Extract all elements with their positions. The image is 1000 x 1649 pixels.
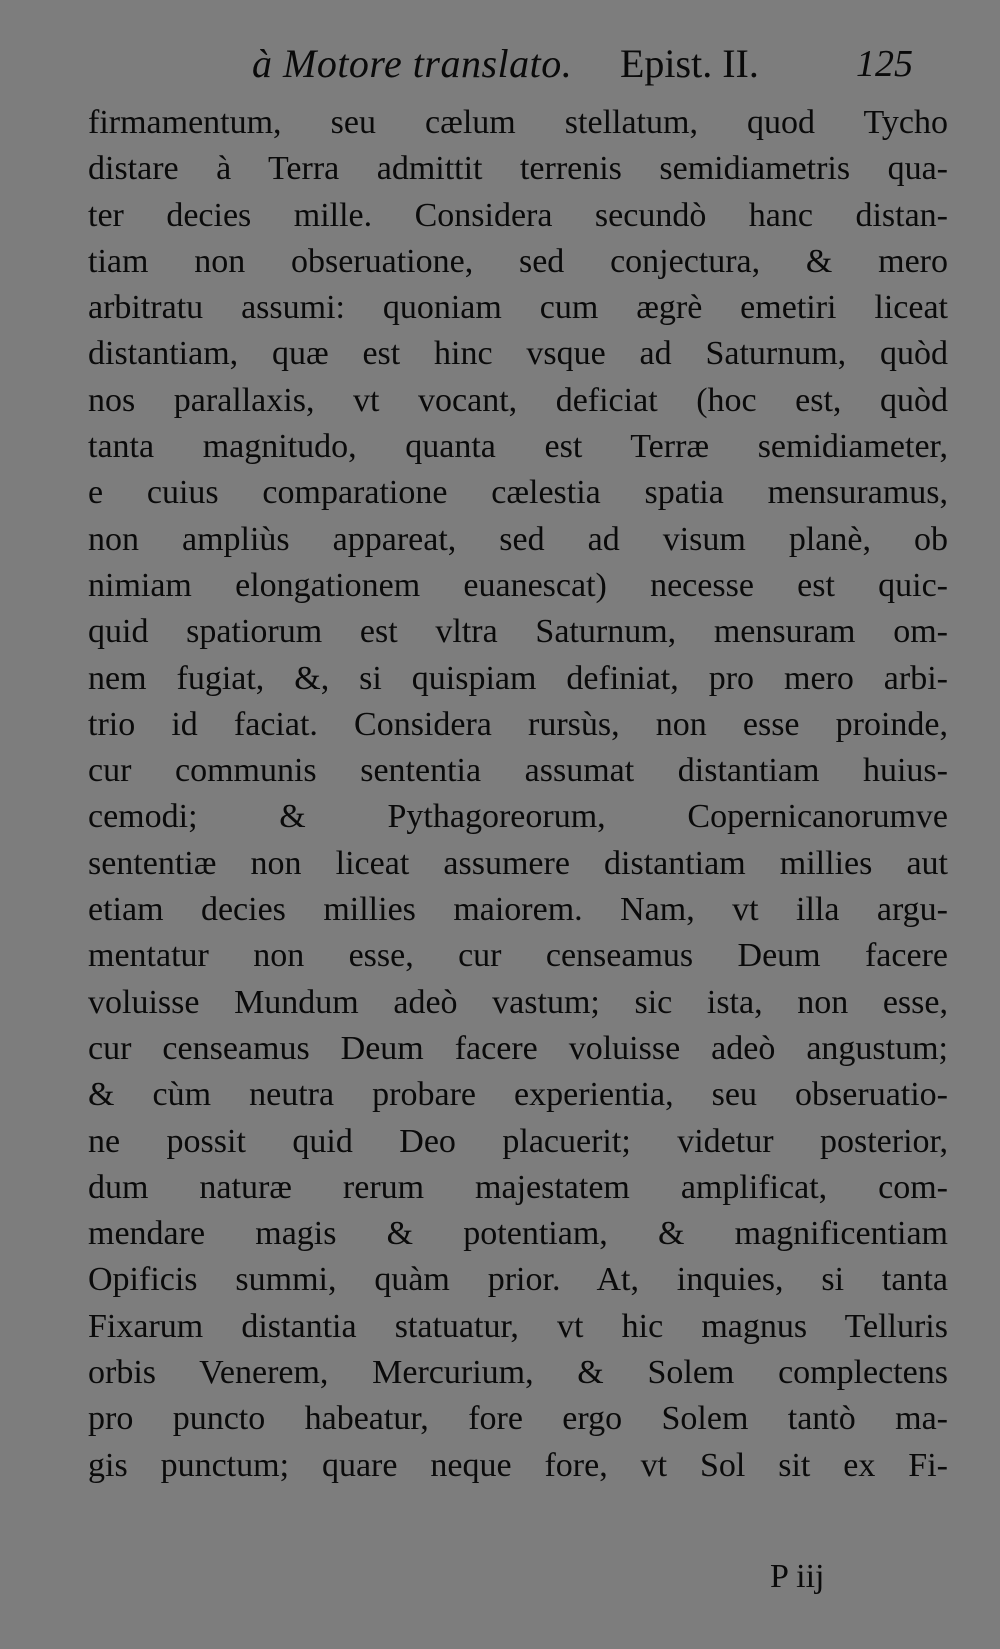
text-line-content: ter decies mille. Considera secundò hanc distan- [88, 196, 948, 234]
text-line [88, 239, 948, 285]
text-line-content: nimiam elongationem euanescat) necesse est quic- [88, 566, 948, 604]
text-line [88, 794, 948, 840]
text-line [88, 517, 948, 563]
text-line-content: firmamentum, seu cælum stellatum, quod Tycho [88, 104, 948, 141]
text-line-content: tanta magnitudo, quanta est Terræ semidiameter, [88, 428, 948, 466]
text-line [88, 1211, 948, 1257]
text-line [88, 146, 948, 192]
text-line-content: cur communis sententia assumat distantiam huius- [88, 752, 948, 790]
text-line-content: mendare magis & potentiam, & magnificentiam [88, 1215, 948, 1253]
text-line-content: orbis Venerem, Mercurium, & Solem complectens [88, 1354, 948, 1392]
text-line [88, 100, 948, 146]
text-line-content: Fixarum distantia statuatur, vt hic magnus Telluris [88, 1307, 948, 1345]
text-line [88, 748, 948, 794]
text-line-content: non ampliùs appareat, sed ad visum planè, ob [88, 520, 948, 558]
text-line [88, 1165, 948, 1211]
text-line [88, 1257, 948, 1303]
text-line-content: arbitratu assumi: quoniam cum ægrè emetiri liceat [88, 289, 948, 327]
text-line-content: gis punctum; quare neque fore, vt Sol sit ex Fi- [88, 1446, 948, 1484]
text-line-content: distare à Terra admittit terrenis semidiametris qua- [88, 150, 948, 188]
text-line [88, 1304, 948, 1350]
text-line [88, 470, 948, 516]
text-line [88, 331, 948, 377]
text-line [88, 609, 948, 655]
text-line [88, 980, 948, 1026]
text-line [88, 424, 948, 470]
text-line [88, 1119, 948, 1165]
text-line [88, 1396, 948, 1442]
text-line [88, 285, 948, 331]
page-header [0, 40, 1000, 100]
text-line [88, 563, 948, 609]
text-line-content: mentatur non esse, cur censeamus Deum facere [88, 937, 948, 975]
text-line-content: ne possit quid Deo placuerit; videtur posterior, [88, 1122, 948, 1160]
text-line [88, 1072, 948, 1118]
text-line-content: pro puncto habeatur, fore ergo Solem tantò ma- [88, 1400, 948, 1438]
text-line-content: cur censeamus Deum facere voluisse adeò angustum; [88, 1029, 948, 1067]
text-line-content: nem fugiat, &, si quispiam definiat, pro mero arbi- [88, 659, 948, 697]
text-line-content: tiam non obseruatione, sed conjectura, & mero [88, 242, 948, 280]
text-line-content: trio id faciat. Considera rursùs, non esse proinde, [88, 705, 948, 743]
text-line [88, 378, 948, 424]
page-number: 125 [856, 43, 913, 85]
text-line-content: sententiæ non liceat assumere distantiam millies aut [88, 844, 948, 882]
text-line [88, 1350, 948, 1396]
text-line-content: quid spatiorum est vltra Saturnum, mensuram om- [88, 613, 948, 651]
text-line-content: voluisse Mundum adeò vastum; sic ista, non esse, [88, 983, 948, 1021]
signature-mark: P iij [770, 1558, 825, 1595]
text-line-content: & cùm neutra probare experientia, seu obseruatio- [88, 1076, 948, 1114]
text-line [88, 702, 948, 748]
text-line [88, 656, 948, 702]
text-line-content: Opificis summi, quàm prior. At, inquies, si tanta [88, 1261, 948, 1299]
text-line-content: nos parallaxis, vt vocant, deficiat (hoc est, quòd [88, 381, 948, 419]
body-text [88, 100, 948, 1489]
text-line-content: distantiam, quæ est hinc vsque ad Saturnum, quòd [88, 335, 948, 373]
text-line [88, 841, 948, 887]
text-line [88, 887, 948, 933]
text-line [88, 1443, 948, 1489]
text-line-content: e cuius comparatione cælestia spatia mensuramus, [88, 474, 948, 512]
text-line [88, 933, 948, 979]
text-line-content: dum naturæ rerum majestatem amplificat, com- [88, 1168, 948, 1206]
text-line [88, 1026, 948, 1072]
text-line [88, 193, 948, 239]
text-line-content: cemodi; & Pythagoreorum, Copernicanorumve [88, 798, 948, 836]
epistle-label: Epist. II. [620, 41, 759, 86]
running-title: à Motore translato. [252, 41, 573, 86]
text-line-content: etiam decies millies maiorem. Nam, vt illa argu- [88, 891, 948, 929]
